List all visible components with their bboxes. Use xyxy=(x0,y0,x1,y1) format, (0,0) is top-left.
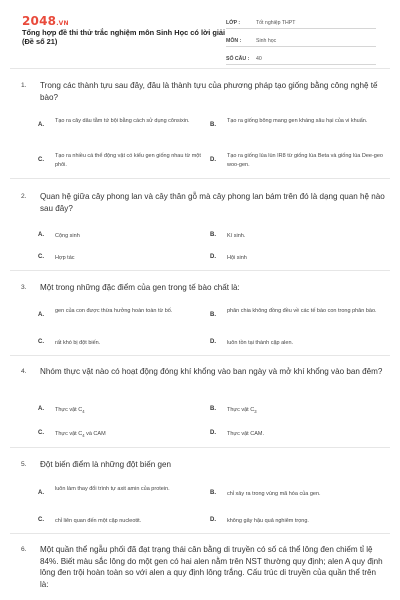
option-text: Tạo ra giống bông mang gen kháng sâu hại của vi khuẩn. xyxy=(227,118,368,124)
option-letter: B. xyxy=(210,122,216,128)
site-logo[interactable] xyxy=(22,14,69,28)
question-number: 6. xyxy=(21,546,27,553)
question-number: 3. xyxy=(21,284,27,291)
logo-suffix: .VN xyxy=(56,20,69,27)
meta-label: SỐ CÂU : xyxy=(226,56,250,62)
option-text: Tạo ra giống lúa lùn IR8 từ giống lúa Beta và giống lúa Dee-geo woo-gen. xyxy=(227,153,383,168)
meta-row-subject xyxy=(226,32,376,47)
meta-label: MÔN : xyxy=(226,38,242,44)
option-text: Kí sinh. xyxy=(227,233,246,239)
option-letter: C. xyxy=(38,254,44,260)
option-letter: C. xyxy=(38,517,44,523)
option-letter: C. xyxy=(38,339,44,345)
document-meta xyxy=(226,14,376,68)
document-title: Tổng hợp đề thi thử trắc nghiệm môn Sinh Học có lời giải (Đề số 21) xyxy=(22,28,226,46)
option-letter: A. xyxy=(38,312,44,318)
meta-row-class xyxy=(226,14,376,29)
option-text: Thực vật CAM. xyxy=(227,431,264,437)
option-text: phân chia không đồng đều về các tế bào con trong phân bào. xyxy=(227,308,377,314)
option-text: luôn tồn tại thành cặp alen. xyxy=(227,340,294,346)
option-letter: D. xyxy=(210,254,216,260)
option-text: Cộng sinh xyxy=(55,233,80,239)
option-text: chỉ xảy ra trong vùng mã hóa của gen. xyxy=(227,491,321,497)
option-text: Thực vật $C_4$ và CAM xyxy=(55,431,106,439)
option-letter: D. xyxy=(210,430,216,436)
option-text: luôn làm thay đổi trình tự axit amin của protein. xyxy=(55,486,170,492)
question-number: 5. xyxy=(21,461,27,468)
question-text: Một quần thể ngẫu phối đã đạt trạng thái cân bằng di truyền có số cá thể lông đen chiếm tỉ lệ 84%. Biết màu sắc lông do một gen có hai alen nằm trên NST thường quy định; alen A quy định lông đen trội hoàn toàn so với alen a quy định lông trắng. Cấu trúc di truyền của quần thể trên là: xyxy=(40,545,383,589)
option-letter: D. xyxy=(210,157,216,163)
option-letter: C. xyxy=(38,430,44,436)
meta-row-count xyxy=(226,50,376,65)
option-text: gen của con được thừa hưởng hoàn toàn từ bố. xyxy=(55,308,173,314)
option-letter: B. xyxy=(210,406,216,412)
divider xyxy=(10,68,390,69)
divider xyxy=(10,447,390,448)
option-text: không gây hậu quả nghiêm trọng. xyxy=(227,518,309,524)
option-letter: A. xyxy=(38,232,44,238)
option-letter: D. xyxy=(210,339,216,345)
document-header xyxy=(0,0,400,64)
option-letter: C. xyxy=(38,157,44,163)
question-text: Trong các thành tựu sau đây, đâu là thành tựu của phương pháp tạo giống bằng công nghệ tế bào? xyxy=(40,81,378,102)
option-letter: B. xyxy=(210,490,216,496)
option-letter: B. xyxy=(210,232,216,238)
question-text: Nhóm thực vật nào có hoạt động đóng khí khổng vào ban ngày và mở khí khổng vào ban đêm? xyxy=(40,367,383,376)
question-number: 4. xyxy=(21,368,27,375)
option-letter: A. xyxy=(38,490,44,496)
logo-main: 2048 xyxy=(22,14,57,28)
option-text: Tạo ra nhiều cá thể động vật có kiểu gen giống nhau từ một phôi. xyxy=(55,153,201,168)
option-text: Hội sinh xyxy=(227,255,247,261)
option-text: chỉ liên quan đến một cặp nucleotit. xyxy=(55,518,142,524)
divider xyxy=(10,178,390,179)
divider xyxy=(10,355,390,356)
meta-label: LỚP : xyxy=(226,20,241,26)
option-text: Thực vật $C_3$ xyxy=(227,407,257,415)
question-number: 2. xyxy=(21,193,27,200)
question-text: Một trong những đặc điểm của gen trong tế bào chất là: xyxy=(40,283,240,292)
meta-value: Tốt nghiệp THPT xyxy=(256,20,296,26)
option-text: Thực vật $C_4$ xyxy=(55,407,85,415)
meta-value: Sinh học xyxy=(256,38,277,44)
option-letter: A. xyxy=(38,406,44,412)
option-letter: B. xyxy=(210,312,216,318)
option-text: Hợp tác xyxy=(55,255,75,261)
meta-value: 40 xyxy=(256,56,262,62)
option-text: Tạo ra cây dâu tằm tứ bội bằng cách sử dụng cônsixin. xyxy=(55,118,190,124)
option-letter: D. xyxy=(210,517,216,523)
option-letter: A. xyxy=(38,122,44,128)
divider xyxy=(10,533,390,534)
question-text: Quan hệ giữa cây phong lan và cây thân gỗ mà cây phong lan bám trên đó là dạng quan hệ nào sau đây? xyxy=(40,192,385,213)
divider xyxy=(10,270,390,271)
question-text: Đột biến điểm là những đột biến gen xyxy=(40,460,171,469)
question-number: 1. xyxy=(21,82,27,89)
option-text: rất khó bị đột biến. xyxy=(55,340,101,346)
